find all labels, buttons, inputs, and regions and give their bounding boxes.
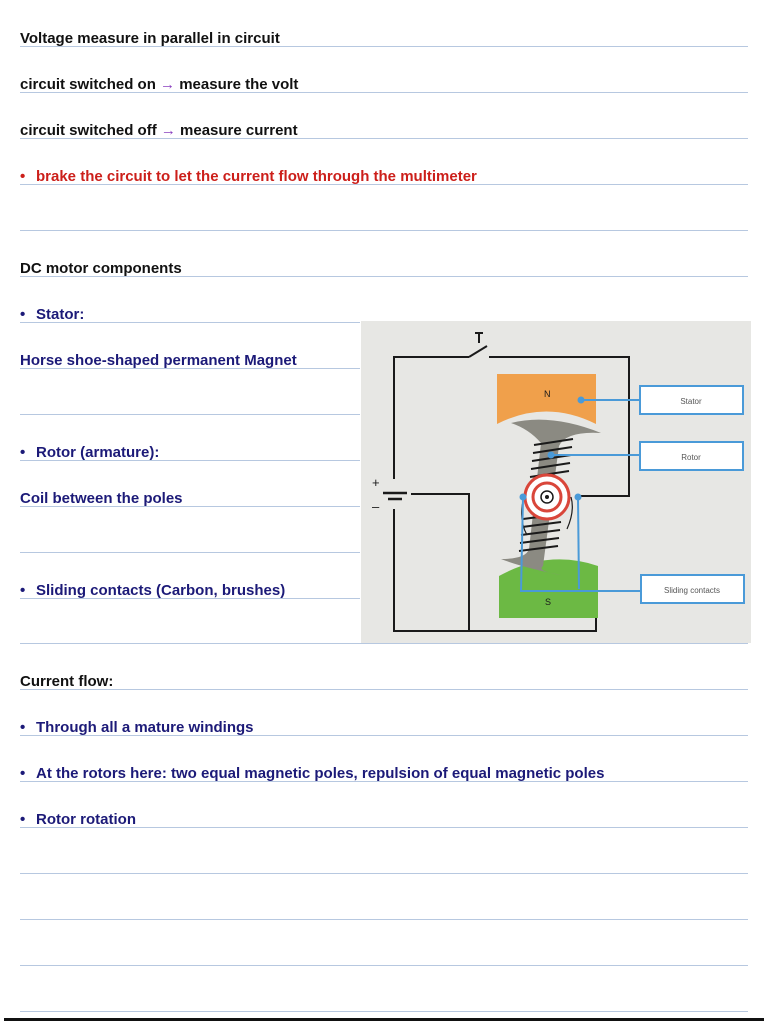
ruled-line: [20, 965, 748, 966]
note-flow-poles: [20, 765, 604, 783]
note-brake-circuit: [20, 168, 477, 186]
right-arrow-icon: →: [160, 76, 176, 93]
wire-left-top: [394, 357, 469, 479]
ruled-line: [20, 873, 748, 874]
note-text: measure the volt: [179, 76, 299, 93]
note-text: circuit switched off: [20, 122, 157, 139]
heading-dc-motor: [20, 260, 182, 278]
switch-handle: [475, 333, 483, 343]
bullet-icon: •: [20, 444, 26, 461]
right-arrow-icon: →: [160, 122, 176, 139]
callout-stator-label: Stator: [680, 397, 702, 406]
bullet-icon: •: [20, 765, 26, 782]
ruled-line: [20, 919, 748, 920]
note-text: Voltage measure in parallel in circuit: [20, 30, 280, 47]
bullet-icon: •: [20, 582, 26, 599]
ruled-line: [20, 230, 748, 231]
ruled-line: [20, 689, 748, 690]
note-rotor-desc: [20, 490, 183, 508]
north-pole-label: N: [544, 389, 551, 399]
south-magnet: [499, 559, 598, 618]
battery-plus-label: +: [372, 475, 380, 490]
note-text: measure current: [180, 122, 298, 139]
note-rotor: [20, 444, 159, 462]
wire-battery: [411, 494, 469, 631]
ruled-line: [20, 414, 360, 415]
callout-dot: [520, 494, 527, 501]
note-flow-windings: [20, 719, 254, 737]
ruled-line: [20, 552, 360, 553]
rotor-axis-dot: [545, 495, 549, 499]
heading-current-flow: [20, 673, 113, 691]
callout-dot: [548, 452, 555, 459]
callout-rotor-label: Rotor: [681, 453, 701, 462]
note-switched-off: [20, 122, 298, 140]
note-text: Sliding contacts (Carbon, brushes): [36, 582, 286, 599]
note-text: Stator:: [36, 306, 85, 323]
note-text: Coil between the poles: [20, 490, 183, 507]
bullet-icon: •: [20, 719, 26, 736]
switch-lever: [469, 346, 487, 357]
note-switched-on: [20, 76, 298, 94]
note-sliding-contacts: [20, 582, 285, 600]
note-text: Horse shoe-shaped permanent Magnet: [20, 352, 297, 369]
note-stator: [20, 306, 84, 324]
note-stator-desc: [20, 352, 297, 370]
ruled-line: [20, 643, 748, 644]
dc-motor-svg: [361, 321, 751, 643]
bullet-icon: •: [20, 168, 26, 185]
battery-minus-label: –: [372, 499, 380, 514]
note-text: DC motor components: [20, 260, 182, 277]
bullet-icon: •: [20, 811, 26, 828]
dc-motor-diagram: [361, 321, 751, 643]
callout-sliding-label: Sliding contacts: [663, 586, 721, 595]
rotor-armature: [501, 420, 601, 575]
note-text: brake the circuit to let the current flow through the multimeter: [36, 168, 477, 185]
ruled-line: [20, 1011, 748, 1012]
note-flow-rotation: [20, 811, 136, 829]
callout-dot: [578, 397, 585, 404]
south-pole-label: S: [545, 597, 552, 607]
note-text: Rotor rotation: [36, 811, 136, 828]
note-text: circuit switched on: [20, 76, 156, 93]
battery-icon: [383, 493, 407, 499]
note-text: Rotor (armature):: [36, 444, 160, 461]
note-text: Through all a mature windings: [36, 719, 254, 736]
note-text: Current flow:: [20, 673, 114, 690]
page-bottom-bar: [4, 1018, 764, 1021]
callout-dot: [575, 494, 582, 501]
bullet-icon: •: [20, 306, 26, 323]
note-voltage-parallel: [20, 30, 280, 48]
note-text: At the rotors here: two equal magnetic poles, repulsion of equal magnetic poles: [36, 765, 605, 782]
